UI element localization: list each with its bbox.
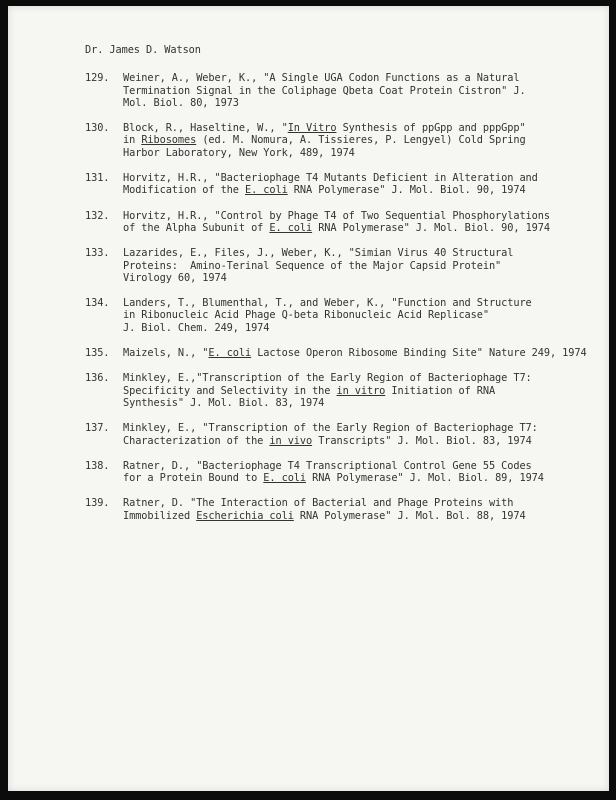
reference-line: Ratner, D. "The Interaction of Bacterial and Phage Proteins with (123, 497, 514, 510)
reference-line: Immobilized Escherichia coli RNA Polymerase" J. Mol. Bol. 88, 1974 (123, 509, 526, 522)
reference-number: 139. (85, 497, 110, 510)
reference-item (85, 210, 585, 235)
reference-number: 137. (85, 422, 110, 435)
reference-line: for a Protein Bound to E. coli RNA Polymerase" J. Mol. Biol. 89, 1974 (123, 472, 544, 485)
document-page (8, 6, 609, 791)
bibliography (85, 44, 585, 535)
reference-line: in Ribonucleic Acid Phage Q-beta Ribonucleic Acid Replicase" (123, 309, 489, 322)
reference-line: Maizels, N., "E. coli Lactose Operon Ribosome Binding Site" Nature 249, 1974 (123, 347, 587, 360)
reference-line: in Ribosomes (ed. M. Nomura, A. Tissieres, P. Lengyel) Cold Spring (123, 134, 526, 147)
reference-line: Lazarides, E., Files, J., Weber, K., "Simian Virus 40 Structural (123, 247, 514, 260)
reference-item (85, 172, 585, 197)
reference-line: of the Alpha Subunit of E. coli RNA Polymerase" J. Mol. Biol. 90, 1974 (123, 221, 550, 234)
reference-item (85, 422, 585, 447)
reference-line: Horvitz, H.R., "Control by Phage T4 of Two Sequential Phosphorylations (123, 209, 550, 222)
reference-line: Block, R., Haseltine, W., "In Vitro Synthesis of ppGpp and pppGpp" (123, 122, 526, 135)
reference-number: 131. (85, 172, 110, 185)
reference-line: J. Biol. Chem. 249, 1974 (123, 321, 270, 334)
reference-item (85, 122, 585, 159)
reference-number: 135. (85, 347, 110, 360)
reference-line: Synthesis" J. Mol. Biol. 83, 1974 (123, 396, 325, 409)
reference-number: 138. (85, 459, 110, 472)
reference-number: 134. (85, 297, 110, 310)
reference-line: Mol. Biol. 80, 1973 (123, 96, 239, 109)
reference-line: Weiner, A., Weber, K., "A Single UGA Codon Functions as a Natural (123, 72, 520, 85)
reference-number: 132. (85, 209, 110, 222)
author-heading: Dr. James D. Watson (85, 44, 201, 56)
reference-line: Specificity and Selectivity in the in vitro Initiation of RNA (123, 384, 496, 397)
reference-number: 130. (85, 122, 110, 135)
reference-item (85, 347, 585, 359)
reference-number: 129. (85, 72, 110, 85)
reference-item (85, 372, 585, 409)
reference-line: Proteins: Amino-Terinal Sequence of the Major Capsid Protein" (123, 259, 502, 272)
reference-line: Horvitz, H.R., "Bacteriophage T4 Mutants Deficient in Alteration and (123, 172, 538, 185)
reference-item (85, 72, 585, 109)
reference-line: Ratner, D., "Bacteriophage T4 Transcriptional Control Gene 55 Codes (123, 459, 532, 472)
reference-line: Minkley, E., "Transcription of the Early Region of Bacteriophage T7: (123, 422, 538, 435)
reference-line: Harbor Laboratory, New York, 489, 1974 (123, 146, 355, 159)
reference-item (85, 247, 585, 284)
reference-number: 136. (85, 372, 110, 385)
reference-line: Virology 60, 1974 (123, 271, 227, 284)
reference-line: Modification of the E. coli RNA Polymerase" J. Mol. Biol. 90, 1974 (123, 184, 526, 197)
reference-item (85, 297, 585, 334)
reference-line: Minkley, E.,"Transcription of the Early Region of Bacteriophage T7: (123, 372, 532, 385)
reference-line: Termination Signal in the Coliphage Qbeta Coat Protein Cistron" J. (123, 84, 526, 97)
reference-line: Characterization of the in vivo Transcripts" J. Mol. Biol. 83, 1974 (123, 434, 532, 447)
reference-number: 133. (85, 247, 110, 260)
reference-list (85, 72, 585, 522)
reference-item (85, 497, 585, 522)
reference-line: Landers, T., Blumenthal, T., and Weber, K., "Function and Structure (123, 297, 532, 310)
reference-item (85, 460, 585, 485)
